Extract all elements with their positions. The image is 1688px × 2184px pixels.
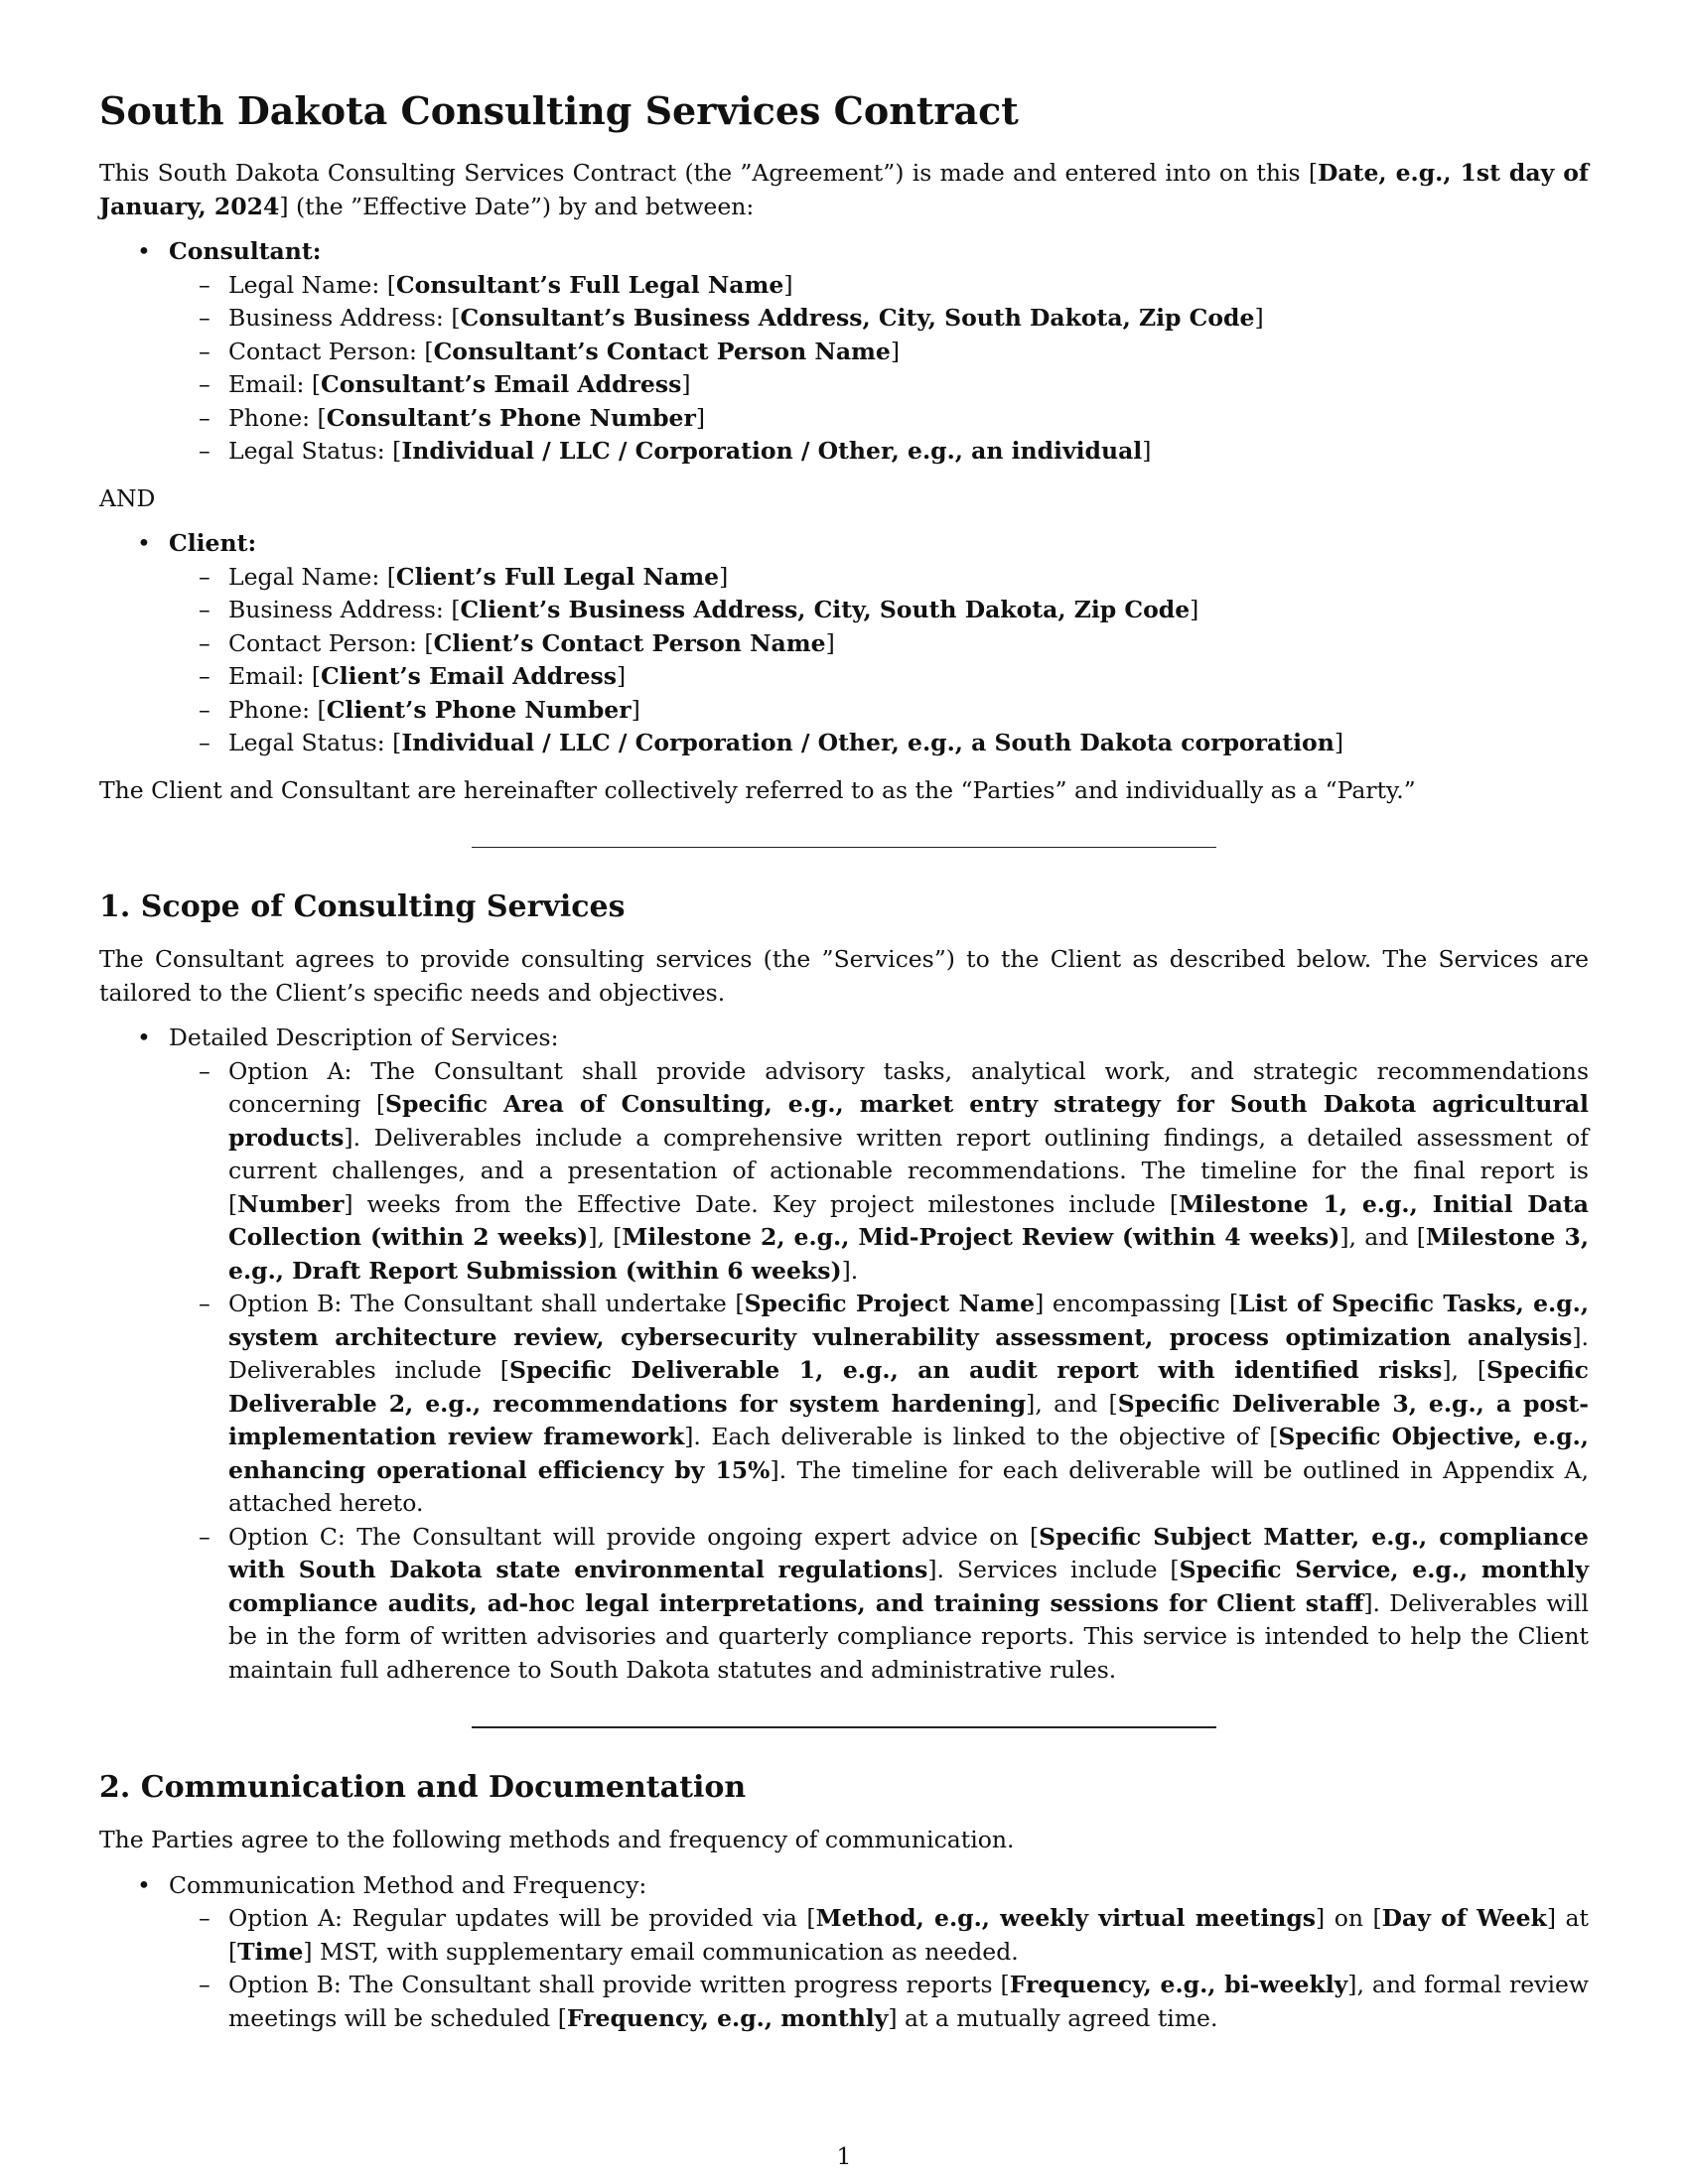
option-text: ], and [: [1339, 1223, 1426, 1251]
field-placeholder: Consultant’s Email Address: [321, 370, 682, 398]
client-heading: Client:: [169, 529, 257, 557]
field-label: Email: [: [228, 662, 322, 690]
dash-marker: –: [199, 437, 211, 465]
bracket: ]: [719, 562, 729, 591]
bracket: ]: [1254, 304, 1264, 332]
service-option-a: [169, 1055, 1589, 1289]
dash-marker: –: [199, 1290, 211, 1317]
section-divider: [472, 1726, 1216, 1728]
client-field: [169, 727, 1589, 760]
section2-heading: 2. Communication and Documentation: [99, 1770, 747, 1805]
page-number: 1: [836, 2142, 852, 2170]
option-placeholder: Specific Project Name: [744, 1290, 1036, 1317]
option-placeholder: Method, e.g., weekly virtual meetings: [815, 1904, 1316, 1932]
dash-marker: –: [199, 596, 211, 623]
option-text: ] encompassing [: [1035, 1290, 1239, 1317]
consultant-field: [169, 435, 1589, 469]
option-placeholder: Milestone 2, e.g., Mid-Project Review (within 4 weeks): [622, 1223, 1340, 1251]
dash-marker: –: [199, 337, 211, 365]
dash-marker: –: [199, 695, 211, 724]
document-page: [99, 87, 1589, 2035]
bracket: ]: [1142, 437, 1152, 465]
option-text: ].: [841, 1256, 859, 1285]
consultant-item: [99, 235, 1589, 469]
dash-marker: –: [199, 562, 211, 591]
option-placeholder: Specific Area of Consulting, e.g., market entry strategy for South Dakota agricultural products: [228, 1090, 1589, 1152]
intro-text-end: ] (the ”Effective Date”) by and between:: [279, 192, 755, 220]
field-placeholder: Consultant’s Full Legal Name: [395, 270, 784, 299]
bracket: ]: [783, 270, 793, 299]
consultant-field: [169, 269, 1589, 303]
section1-heading: 1. Scope of Consulting Services: [99, 889, 626, 924]
section1-list: [99, 1022, 1589, 1687]
consultant-fields: [169, 269, 1589, 469]
consultant-field: [169, 302, 1589, 336]
consultant-heading: Consultant:: [169, 237, 322, 265]
field-label: Contact Person: [: [228, 628, 434, 657]
dash-marker: –: [199, 304, 211, 332]
dash-marker: –: [199, 270, 211, 299]
client-field: [169, 660, 1589, 694]
option-placeholder: Frequency, e.g., monthly: [566, 2003, 889, 2032]
field-label: Business Address: [: [228, 596, 461, 623]
field-label: Phone: [: [228, 403, 327, 432]
dash-marker: –: [199, 1904, 211, 1932]
option-placeholder: Specific Subject Matter, e.g., compliance with South Dakota state environmental regulations: [228, 1522, 1589, 1583]
field-label: Email: [: [228, 370, 322, 398]
option-placeholder: Time: [237, 1937, 304, 1966]
section2-list-item: [99, 1869, 1589, 2036]
option-text: Option B: The Consultant shall undertake [: [228, 1290, 745, 1317]
communication-option-b: [169, 1969, 1589, 2035]
option-placeholder: Specific Objective, e.g., enhancing operational efficiency by 15%: [228, 1423, 1589, 1484]
field-placeholder: Client’s Phone Number: [326, 695, 632, 724]
field-label: Legal Status: [: [228, 729, 402, 756]
section2-intro: The Parties agree to the following methods and frequency of communication.: [99, 1826, 1015, 1853]
field-placeholder: Consultant’s Phone Number: [326, 403, 696, 432]
section2-list: [99, 1869, 1589, 2036]
option-placeholder: Day of Week: [1381, 1904, 1547, 1932]
option-text: ] on [: [1316, 1904, 1382, 1932]
dash-marker: –: [199, 729, 211, 756]
section1-intro: The Consultant agrees to provide consulting services (the ”Services”) to the Client as described below. The Services are tailored to the Client’s specific needs and objectives.: [99, 945, 1589, 1007]
client-field: [169, 627, 1589, 661]
intro-text: This South Dakota Consulting Services Contract (the ”Agreement”) is made and entered into on this [: [99, 159, 1319, 187]
bracket: ]: [1334, 729, 1343, 756]
option-text: ]. Deliverables include [: [228, 1322, 1589, 1384]
dash-marker: –: [199, 403, 211, 432]
option-placeholder: Specific Deliverable 1, e.g., an audit report with identified risks: [508, 1356, 1443, 1384]
intro-paragraph: [99, 157, 1589, 223]
option-placeholder: Specific Deliverable 3, e.g., a post-implementation review framework: [228, 1389, 1589, 1450]
services-label: Detailed Description of Services:: [169, 1024, 559, 1051]
and-separator: AND: [99, 483, 156, 512]
option-text: ]. Deliverables will be in the form of written advisories and quarterly compliance reports. This service is intended to help the Client maintain full adherence to South Dakota statutes and administrative rules.: [228, 1588, 1589, 1684]
field-placeholder: Consultant’s Contact Person Name: [433, 337, 891, 365]
option-text: ], and [: [1026, 1389, 1118, 1418]
dash-marker: –: [199, 370, 211, 398]
field-label: Phone: [: [228, 695, 327, 724]
field-placeholder: Client’s Full Legal Name: [395, 562, 720, 591]
service-option-b: [169, 1288, 1589, 1521]
option-text: Option C: The Consultant will provide ongoing expert advice on [: [228, 1522, 1040, 1551]
field-label: Legal Name: [: [228, 270, 396, 299]
consultant-list: [99, 235, 1589, 469]
dash-marker: –: [199, 662, 211, 690]
option-text: ], [: [588, 1223, 623, 1251]
section-divider: [472, 847, 1216, 848]
field-placeholder: Individual / LLC / Corporation / Other, e.g., a South Dakota corporation: [401, 729, 1335, 756]
option-text: ] weeks from the Effective Date. Key project milestones include [: [344, 1189, 1180, 1218]
option-text: ]. Each deliverable is linked to the objective of [: [684, 1423, 1279, 1450]
field-placeholder: Client’s Business Address, City, South Dakota, Zip Code: [460, 596, 1191, 623]
dash-marker: –: [199, 1522, 211, 1551]
bracket: ]: [681, 370, 691, 398]
option-text: ]. Deliverables include a comprehensive written report outlining findings, a detailed assessment of current challenges, and a presentation of actionable recommendations. The timeline for the final report is [: [228, 1123, 1589, 1218]
option-text: ]. Services include [: [927, 1556, 1180, 1583]
option-text: Option B: The Consultant shall provide written progress reports [: [228, 1971, 1010, 1998]
field-placeholder: Client’s Contact Person Name: [433, 628, 826, 657]
option-placeholder: Frequency, e.g., bi-weekly: [1009, 1971, 1348, 1998]
dash-marker: –: [199, 1971, 211, 1998]
option-text: ], [: [1442, 1356, 1486, 1384]
field-label: Legal Status: [: [228, 437, 402, 465]
option-text: ] at a mutually agreed time.: [888, 2003, 1218, 2032]
option-placeholder: Milestone 3, e.g., Draft Report Submission (within 6 weeks): [228, 1223, 1589, 1285]
consultant-field: [169, 402, 1589, 436]
field-placeholder: Individual / LLC / Corporation / Other, e.g., an individual: [401, 437, 1143, 465]
field-label: Contact Person: [: [228, 337, 434, 365]
field-placeholder: Consultant’s Business Address, City, South Dakota, Zip Code: [460, 304, 1255, 332]
option-text: Option A: Regular updates will be provided via [: [228, 1904, 816, 1932]
option-placeholder: Number: [237, 1189, 345, 1218]
option-placeholder: Specific Service, e.g., monthly compliance audits, ad-hoc legal interpretations, and training sessions for Client staff: [228, 1556, 1590, 1617]
client-field: [169, 594, 1589, 627]
dash-marker: –: [199, 628, 211, 657]
services-options: [169, 1055, 1589, 1688]
client-field: [169, 561, 1589, 595]
field-placeholder: Client’s Email Address: [321, 662, 618, 690]
communication-options: [169, 1902, 1589, 2035]
consultant-field: [169, 336, 1589, 369]
bracket: ]: [631, 695, 640, 724]
client-item: [99, 527, 1589, 760]
bracket: ]: [825, 628, 835, 657]
consultant-field: [169, 368, 1589, 402]
client-fields: [169, 561, 1589, 760]
communication-label: Communication Method and Frequency:: [169, 1870, 647, 1899]
bracket: ]: [695, 403, 706, 432]
option-text: ], and formal review meetings will be scheduled [: [228, 1971, 1589, 2032]
bracket: ]: [1190, 596, 1199, 623]
option-placeholder: Milestone 1, e.g., Initial Data Collection (within 2 weeks): [228, 1189, 1589, 1251]
field-label: Legal Name: [: [228, 562, 396, 591]
service-option-c: [169, 1521, 1589, 1688]
document-title: South Dakota Consulting Services Contract: [99, 88, 1019, 133]
option-placeholder: List of Specific Tasks, e.g., system architecture review, cybersecurity vulnerability assessment, process optimization analysis: [228, 1290, 1590, 1351]
option-text: ] at [: [228, 1904, 1589, 1966]
option-text: ]. The timeline for each deliverable will be outlined in Appendix A, attached hereto.: [228, 1455, 1589, 1517]
bracket: ]: [890, 337, 901, 365]
field-label: Business Address: [: [228, 304, 461, 332]
client-list: [99, 527, 1589, 760]
dash-marker: –: [199, 1056, 211, 1085]
date-placeholder: Date, e.g., 1st day of January, 2024: [99, 159, 1589, 220]
option-text: ] MST, with supplementary email communication as needed.: [303, 1937, 1019, 1966]
parties-paragraph: The Client and Consultant are hereinafter collectively referred to as the “Parties” and individually as a “Party.”: [99, 775, 1416, 804]
client-field: [169, 694, 1589, 728]
section1-list-item: [99, 1022, 1589, 1687]
communication-option-a: [169, 1902, 1589, 1969]
option-placeholder: Specific Deliverable 2, e.g., recommendations for system hardening: [228, 1356, 1589, 1418]
option-text: Option A: The Consultant shall provide advisory tasks, analytical work, and strategic recommendations concerning [: [228, 1056, 1589, 1118]
bracket: ]: [617, 662, 627, 690]
